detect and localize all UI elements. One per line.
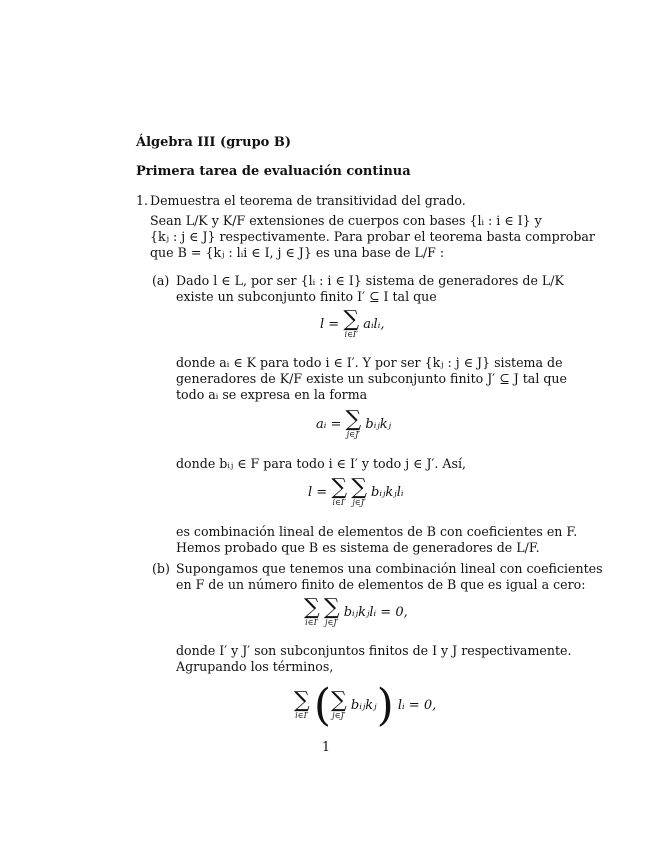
eq-a2-lhs: aᵢ = — [316, 417, 342, 432]
eq-a3-lhs: l = — [308, 485, 328, 500]
equation-a3: l = ∑ i∈I′ ∑ j∈J′ bᵢⱼkⱼlᵢ — [308, 475, 404, 507]
part-b-line-3: donde I′ y J′ son subconjuntos finitos de I y J respectivamente. — [176, 643, 572, 658]
part-a-line-4: generadores de K/F existe un subconjunto finito J′ ⊆ J tal que — [176, 371, 567, 386]
eq-b2-inner: bᵢⱼkⱼ — [350, 698, 377, 713]
part-a-line-7: es combinación lineal de elementos de B con coeficientes en F. — [176, 524, 578, 539]
eq-a3-sub-2: j∈J′ — [352, 498, 366, 507]
eq-a3-sub-1: i∈I′ — [332, 498, 346, 507]
part-b-line-4: Agrupando los términos, — [176, 659, 334, 674]
eq-a1-rhs: aᵢlᵢ, — [363, 317, 385, 332]
eq-a1-sub: i∈I′ — [344, 330, 358, 339]
equation-b1: ∑ i∈I′ ∑ j∈J′ bᵢⱼkⱼlᵢ = 0, — [304, 595, 408, 627]
problem-number: 1. — [136, 193, 149, 208]
part-a-label: (a) — [152, 273, 170, 288]
part-a-line-3: donde aᵢ ∈ K para todo i ∈ I′. Y por ser {kⱼ : j ∈ J} sistema de — [176, 355, 563, 370]
eq-a2-rhs: bᵢⱼkⱼ — [365, 417, 392, 432]
equation-a2: aᵢ = ∑ j∈J′ bᵢⱼkⱼ — [316, 407, 392, 439]
intro-line-1: Sean L/K y K/F extensiones de cuerpos con bases {lᵢ : i ∈ I} y — [150, 213, 542, 228]
part-b-line-1: Supongamos que tenemos una combinación lineal con coeficientes — [176, 561, 603, 576]
part-a-line-8: Hemos probado que B es sistema de generadores de L/F. — [176, 540, 540, 555]
intro-line-2: {kⱼ : j ∈ J} respectivamente. Para probar el teorema basta comprobar — [150, 229, 595, 244]
eq-b2-sub-1: i∈I′ — [295, 711, 309, 720]
part-a-line-6: donde bᵢⱼ ∈ F para todo i ∈ I′ y todo j ∈ J′. Así, — [176, 456, 466, 471]
equation-a1: l = ∑ i∈I′ aᵢlᵢ, — [320, 307, 385, 339]
eq-b2-rhs: lᵢ = 0, — [397, 698, 437, 713]
eq-a1-lhs: l = — [320, 317, 340, 332]
equation-b2: ∑ i∈I′ ( ∑ j∈J′ bᵢⱼkⱼ) lᵢ = 0, — [294, 680, 437, 731]
part-a-line-2: existe un subconjunto finito I′ ⊆ I tal que — [176, 289, 437, 304]
eq-a2-sub: j∈J′ — [346, 430, 361, 439]
part-a-line-1: Dado l ∈ L, por ser {lᵢ : i ∈ I} sistema de generadores de L/K — [176, 273, 564, 288]
eq-a3-rhs: bᵢⱼkⱼlᵢ — [371, 485, 404, 500]
intro-line-3: que B = {kⱼ : lᵢi ∈ I, j ∈ J} es una base de L/F : — [150, 245, 445, 260]
eq-b1-rhs: bᵢⱼkⱼlᵢ = 0, — [343, 605, 408, 620]
part-b-line-2: en F de un número finito de elementos de B que es igual a cero: — [176, 577, 586, 592]
course-title: Álgebra III (grupo B) — [136, 135, 292, 150]
page-number: 1 — [322, 739, 331, 754]
eq-b1-sub-2: j∈J′ — [325, 618, 339, 627]
part-b-label: (b) — [152, 561, 170, 576]
eq-b2-sub-2: j∈J′ — [332, 711, 346, 720]
eq-b1-sub-1: i∈I′ — [305, 618, 319, 627]
task-title: Primera tarea de evaluación continua — [136, 164, 411, 179]
problem-statement: Demuestra el teorema de transitividad del grado. — [150, 193, 466, 208]
part-a-line-5: todo aᵢ se expresa en la forma — [176, 387, 368, 402]
